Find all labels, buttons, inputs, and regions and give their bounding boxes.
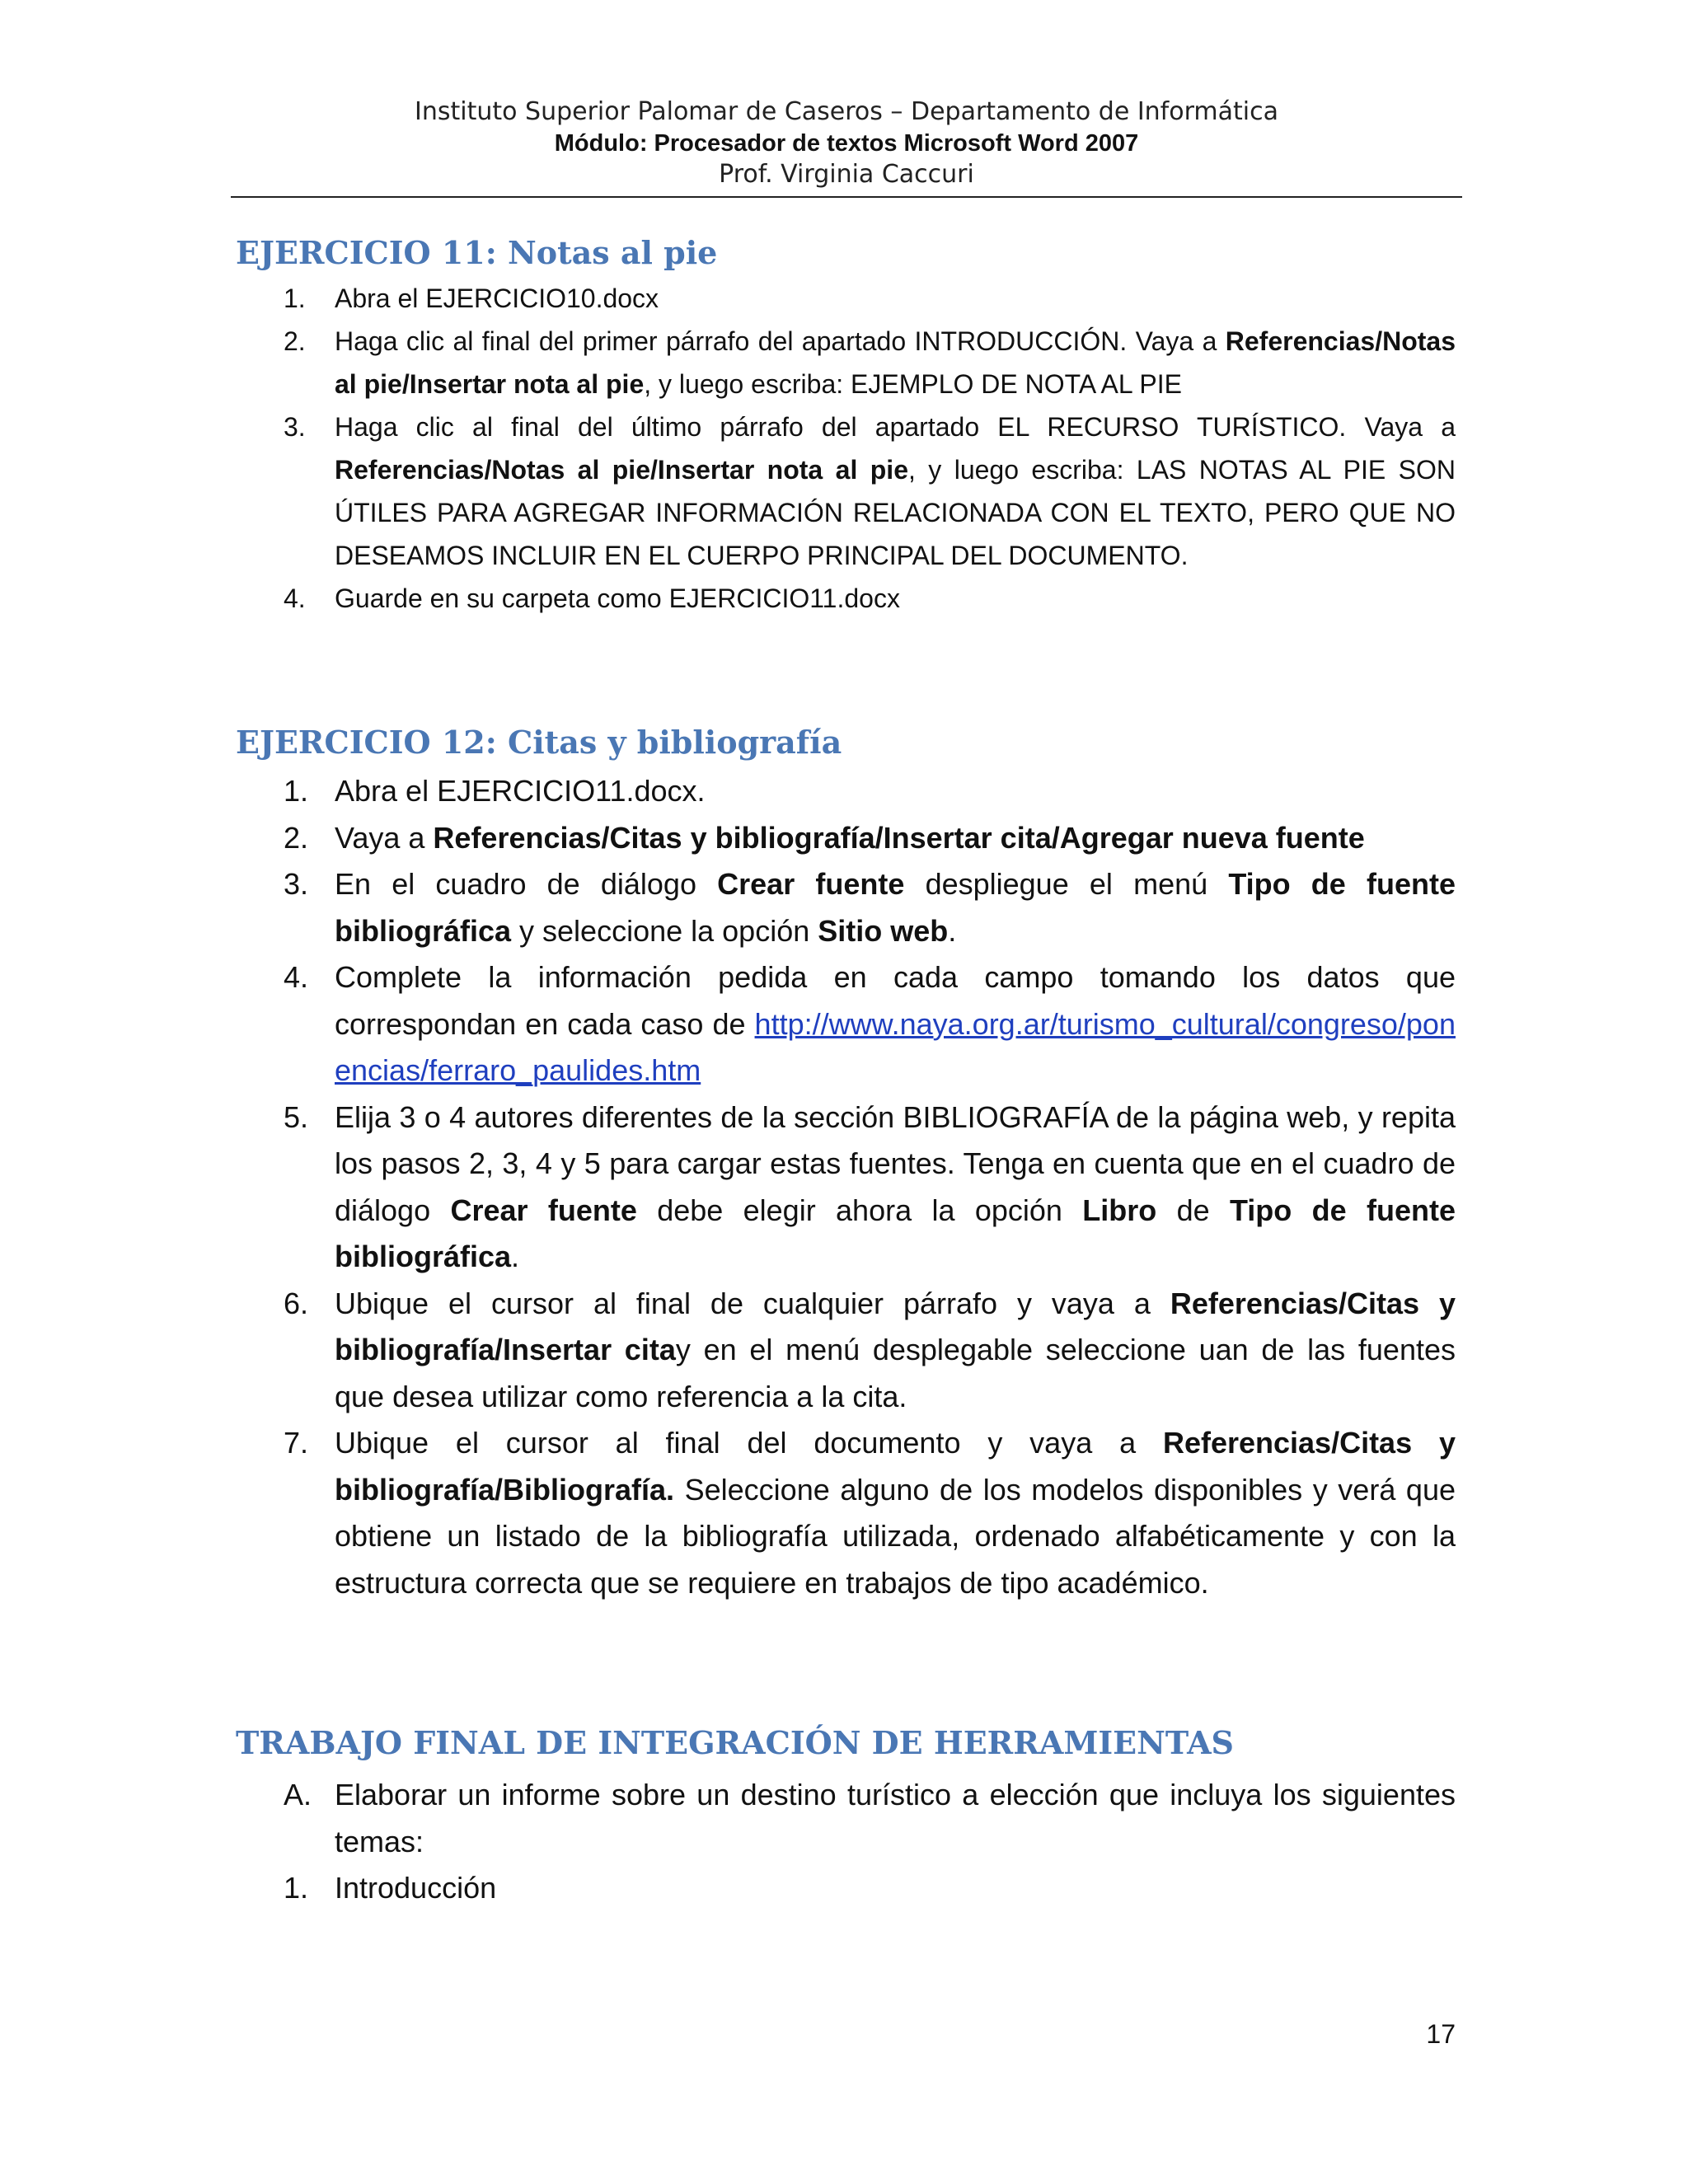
list-item-number: 3.: [284, 867, 309, 901]
list-item-number: 1.: [284, 1871, 309, 1905]
section-title-final: TRABAJO FINAL DE INTEGRACIÓN DE HERRAMIENTAS: [236, 1724, 1234, 1761]
list-item-number: 1.: [284, 284, 306, 313]
list-item: [236, 1281, 1456, 1421]
header-professor: Prof. Virginia Caccuri: [719, 160, 974, 189]
list-item: [236, 277, 1456, 320]
list-item-bold-text: Sitio web: [818, 913, 949, 948]
list-item-text: Abra el EJERCICIO10.docx: [335, 284, 659, 313]
list-item: [236, 405, 1456, 577]
list-item-text: despliegue el menú: [904, 867, 1229, 901]
list-item-text: Guarde en su carpeta como EJERCICIO11.docx: [335, 583, 900, 613]
ex12-list: [236, 768, 1456, 1606]
list-item-text: .: [948, 913, 957, 948]
list-item-number: 1.: [284, 774, 309, 808]
list-item-text: Complete la información pedida en cada campo tomando los datos que correspondan en cada caso de: [335, 960, 1456, 1041]
list-item-bold-text: Referencias/Citas y bibliografía/Insertar cita/Agregar nueva fuente: [433, 820, 1365, 855]
ex11-list: [236, 277, 1456, 620]
list-item-number: 5.: [284, 1099, 309, 1134]
list-item-text: debe elegir ahora la opción: [636, 1193, 1083, 1227]
list-item: [236, 954, 1456, 1094]
page-number: 17: [1426, 2019, 1456, 2049]
list-item: [236, 577, 1456, 620]
list-item-number: 6.: [284, 1286, 309, 1320]
list-item-text: y en el menú desplegable seleccione uan de las fuentes que desea utilizar como referencia a la cita.: [335, 1333, 1456, 1413]
list-item-bold-text: Referencias/Citas y bibliografía/Insertar cita: [335, 1286, 1456, 1366]
list-item-text: Elaborar un informe sobre un destino turístico a elección que incluya los siguientes temas:: [335, 1778, 1456, 1858]
list-item-number: 2.: [284, 820, 309, 855]
list-item-text: Ubique el cursor al final del documento y vaya a: [335, 1426, 1163, 1460]
list-item-number: 4.: [284, 583, 306, 613]
list-item: [236, 1420, 1456, 1606]
list-item-number: 3.: [284, 412, 306, 442]
section-title-ex12: EJERCICIO 12: Citas y bibliografía: [236, 724, 842, 761]
list-item-number: A.: [284, 1778, 312, 1811]
list-item-number: 2.: [284, 326, 306, 356]
list-item-text: , y luego escriba: LAS NOTAS AL PIE SON ÚTILES PARA AGREGAR INFORMACIÓN RELACIONADA CON EL TEXTO, PERO QUE NO DESEAMOS INCLUIR EN EL CUERPO PRINCIPAL DEL DOCUMENTO.: [335, 455, 1456, 570]
list-item-bold-text: Tipo de fuente bibliográfica: [335, 1193, 1456, 1273]
list-item-bold-text: Crear fuente: [717, 867, 905, 901]
list-item-text: Vaya a: [335, 820, 434, 855]
list-item: [236, 1772, 1456, 1865]
list-item: [236, 1094, 1456, 1281]
list-item: [236, 768, 1456, 815]
list-item: [236, 320, 1456, 405]
list-item: [236, 815, 1456, 862]
list-item-text: Ubique el cursor al final de cualquier párrafo y vaya a: [335, 1286, 1170, 1320]
section-title-ex11: EJERCICIO 11: Notas al pie: [236, 234, 718, 271]
header-module: Módulo: Procesador de textos Microsoft Word 2007: [554, 130, 1139, 157]
final-list: [236, 1772, 1456, 1912]
list-item-text: En el cuadro de diálogo: [335, 867, 718, 901]
page-header: [231, 96, 1462, 198]
list-item-bold-text: Referencias/Notas al pie/Insertar nota al pie: [335, 455, 908, 485]
list-item-text: , y luego escriba: EJEMPLO DE NOTA AL PIE: [644, 369, 1182, 399]
list-item-text: Haga clic al final del primer párrafo del apartado INTRODUCCIÓN. Vaya a: [335, 326, 1226, 356]
list-item-number: 7.: [284, 1426, 309, 1460]
list-item-bold-text: Crear fuente: [450, 1193, 637, 1227]
list-item-text: Haga clic al final del último párrafo del apartado EL RECURSO TURÍSTICO. Vaya a: [335, 412, 1456, 442]
naya-url-link[interactable]: http://www.naya.org.ar/turismo_cultural/congreso/ponencias/ferraro_paulides.htm: [335, 1006, 1456, 1087]
list-item-bold-text: Referencias/Citas y bibliografía/Bibliografía.: [335, 1426, 1456, 1507]
header-institute: Instituto Superior Palomar de Caseros – Departamento de Informática: [415, 97, 1278, 126]
list-item-text: de: [1156, 1193, 1230, 1227]
list-item-text: Introducción: [335, 1871, 497, 1905]
list-item-bold-text: Referencias/Notas al pie/Insertar nota al pie: [335, 326, 1456, 399]
list-item-text: Seleccione alguno de los modelos disponibles y verá que obtiene un listado de la bibliografía utilizada, ordenado alfabéticamente y con la estructura correcta que se requiere en trabajos de tipo académico.: [335, 1472, 1456, 1600]
list-item-text: y seleccione la opción: [511, 913, 818, 948]
list-item: [236, 861, 1456, 954]
list-item-text: Abra el EJERCICIO11.docx.: [335, 774, 706, 808]
list-item-bold-text: Tipo de fuente bibliográfica: [335, 867, 1456, 948]
list-item-text: .: [511, 1240, 520, 1273]
list-item-text: Elija 3 o 4 autores diferentes de la sección BIBLIOGRAFÍA de la página web, y repita los pasos 2, 3, 4 y 5 para cargar estas fuentes. Tenga en cuenta que en el cuadro de diálogo: [335, 1099, 1456, 1227]
list-item-number: 4.: [284, 960, 309, 994]
list-item: [236, 1865, 1456, 1912]
list-item-bold-text: Libro: [1082, 1193, 1157, 1227]
